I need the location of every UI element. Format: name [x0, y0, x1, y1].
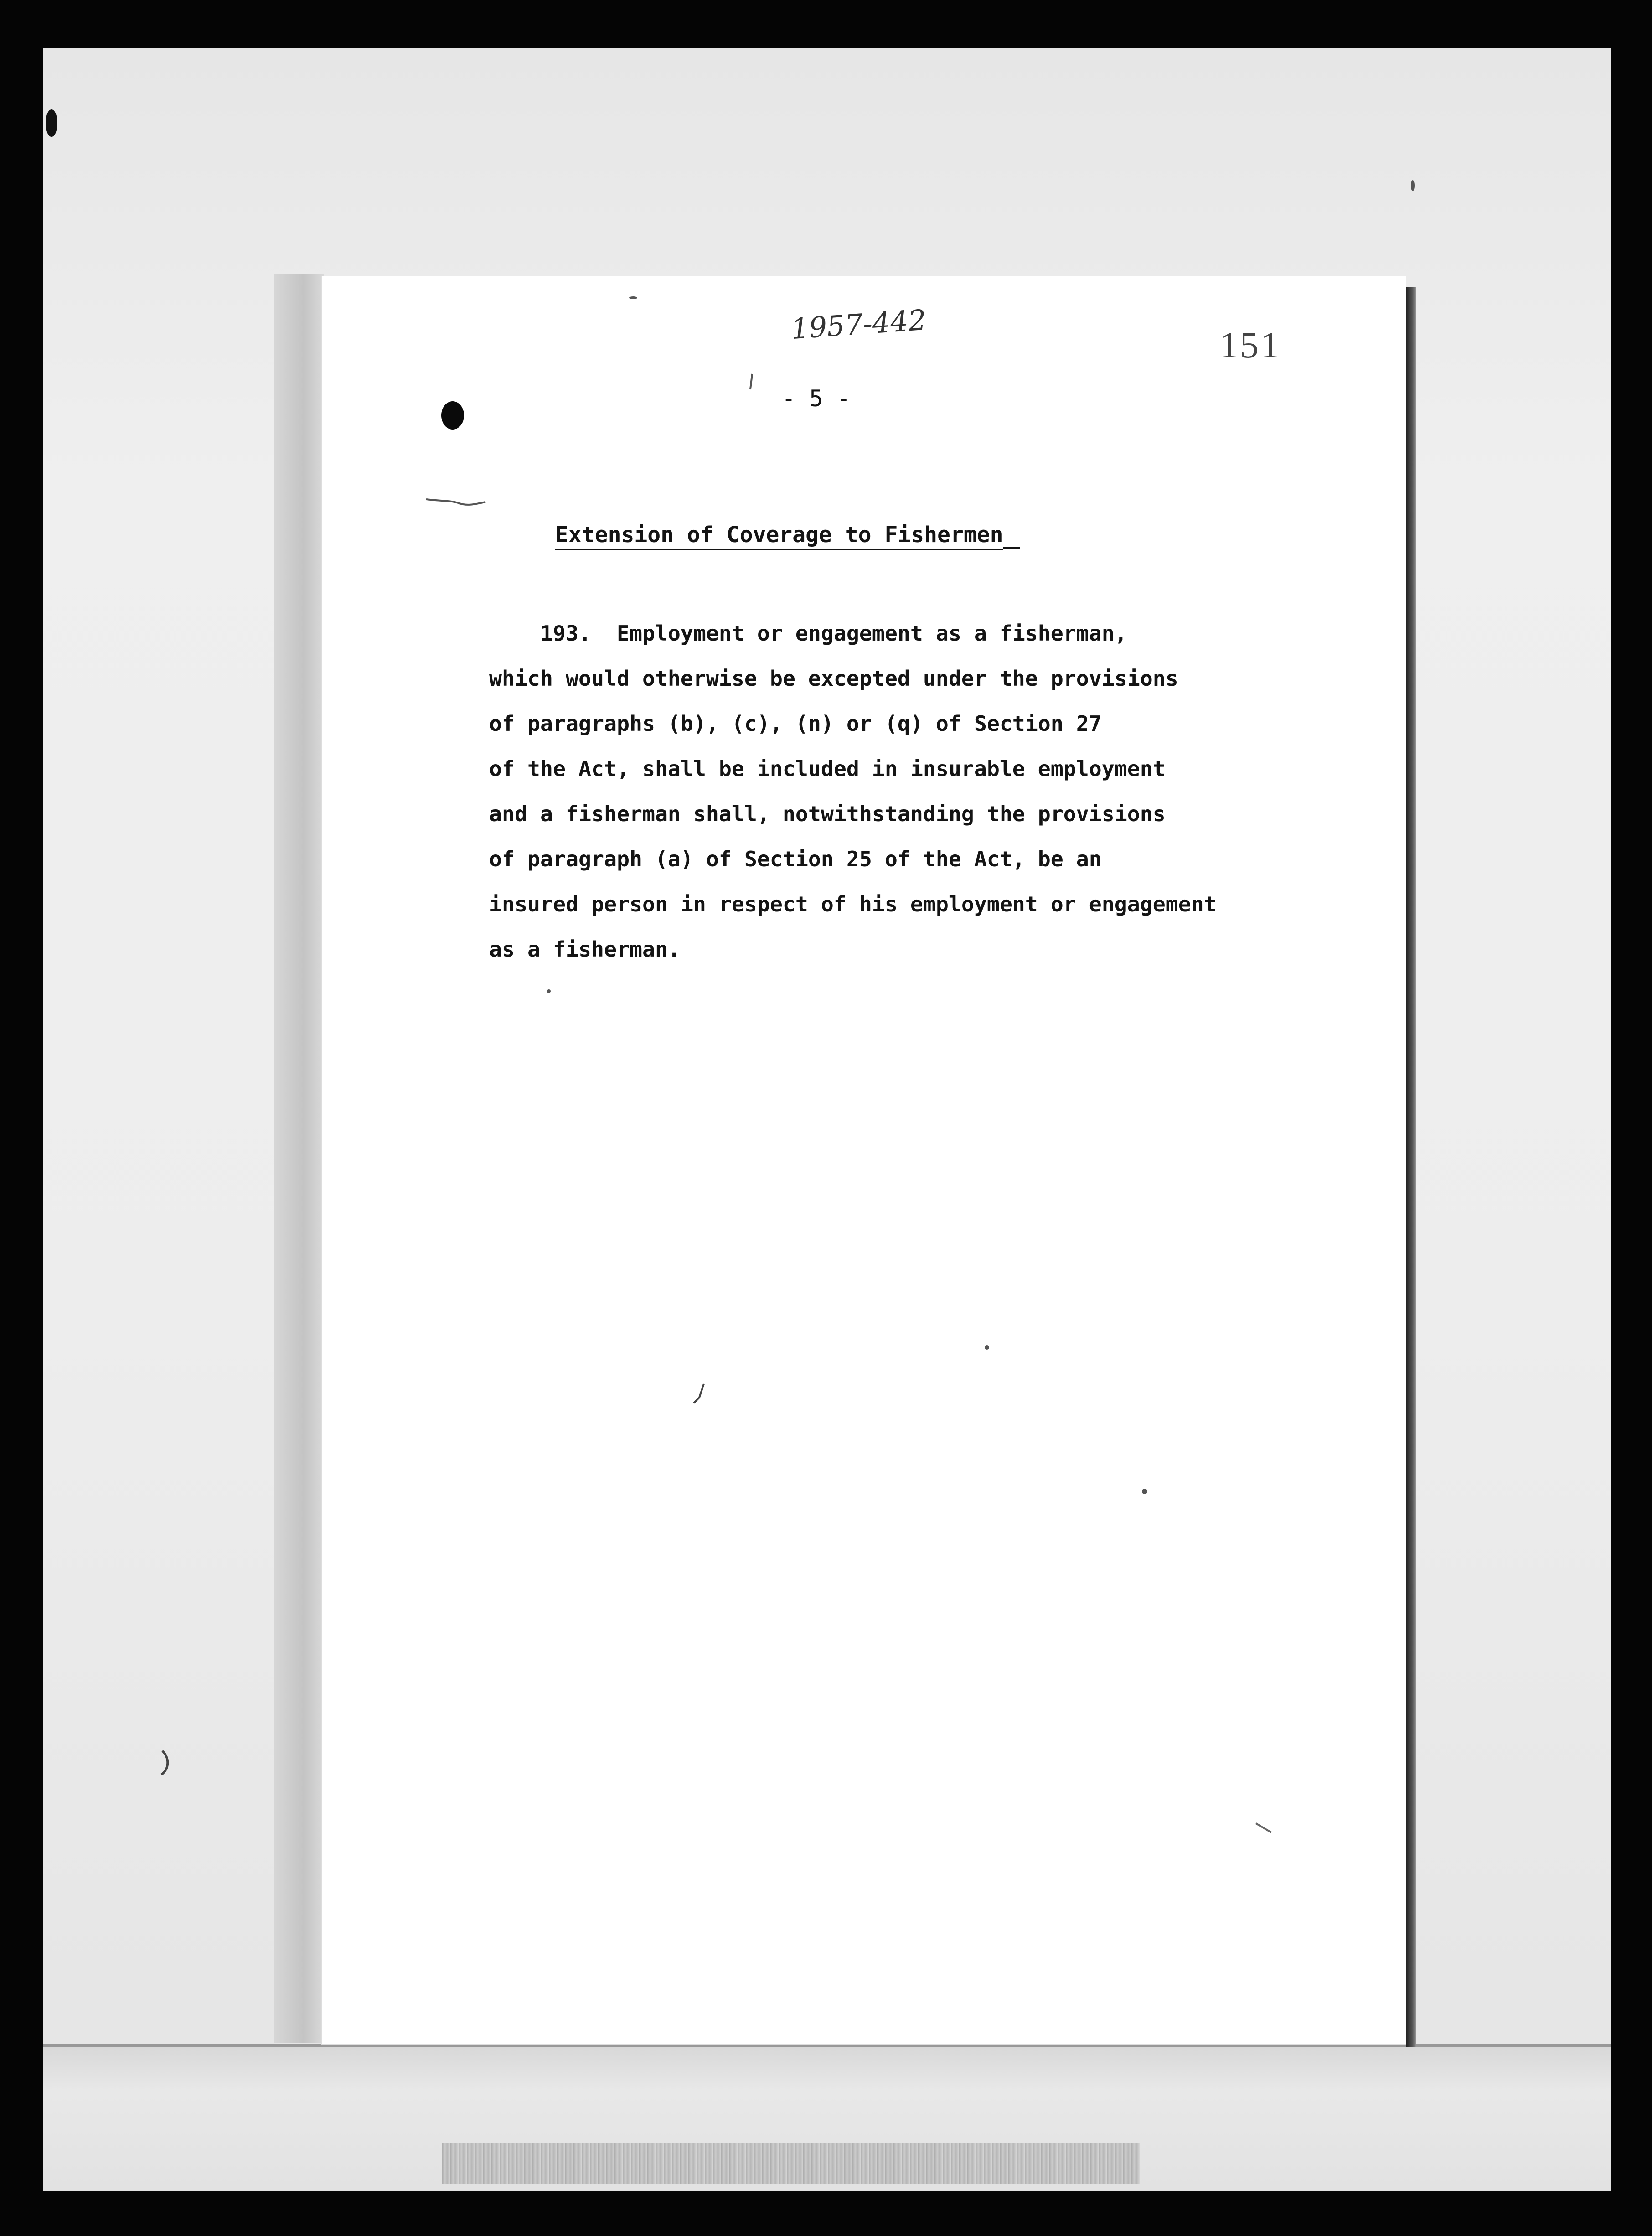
stamped-folio-number: 151 — [1219, 324, 1281, 366]
stray-pencil-mark — [426, 495, 490, 513]
body-line: as a fisherman. — [489, 937, 681, 962]
body-line: and a fisherman shall, notwithstanding the provisions — [489, 802, 1166, 826]
torn-strip — [442, 2143, 1140, 2184]
speck — [1411, 180, 1415, 191]
page-right-edge — [1406, 287, 1416, 2047]
section-title: Extension of Coverage to Fishermen — [555, 522, 1020, 548]
page-number: - 5 - — [782, 385, 851, 412]
punch-hole-icon — [441, 401, 464, 430]
body-line: of paragraph (a) of Section 25 of the Act, be an — [489, 847, 1102, 871]
speck — [1142, 1489, 1147, 1494]
speck — [629, 296, 637, 299]
stray-pencil-mark — [160, 1751, 173, 1778]
handwritten-reference: 1957-442 — [790, 303, 928, 346]
stray-pencil-mark — [1256, 1822, 1274, 1835]
page-shadow — [274, 274, 324, 2043]
stray-pencil-mark — [693, 1384, 707, 1407]
body-line: 193. Employment or engagement as a fisherman, — [489, 621, 1127, 646]
speck — [547, 989, 551, 993]
body-line: of the Act, shall be included in insurable employment — [489, 756, 1166, 781]
section-body — [489, 611, 1217, 972]
body-line: insured person in respect of his employment or engagement — [489, 892, 1217, 916]
body-line: which would otherwise be excepted under the provisions — [489, 666, 1178, 691]
speck — [985, 1345, 989, 1350]
body-line: of paragraphs (b), (c), (n) or (q) of Section 27 — [489, 711, 1102, 736]
speck — [46, 109, 57, 137]
stray-pencil-mark — [748, 374, 757, 392]
